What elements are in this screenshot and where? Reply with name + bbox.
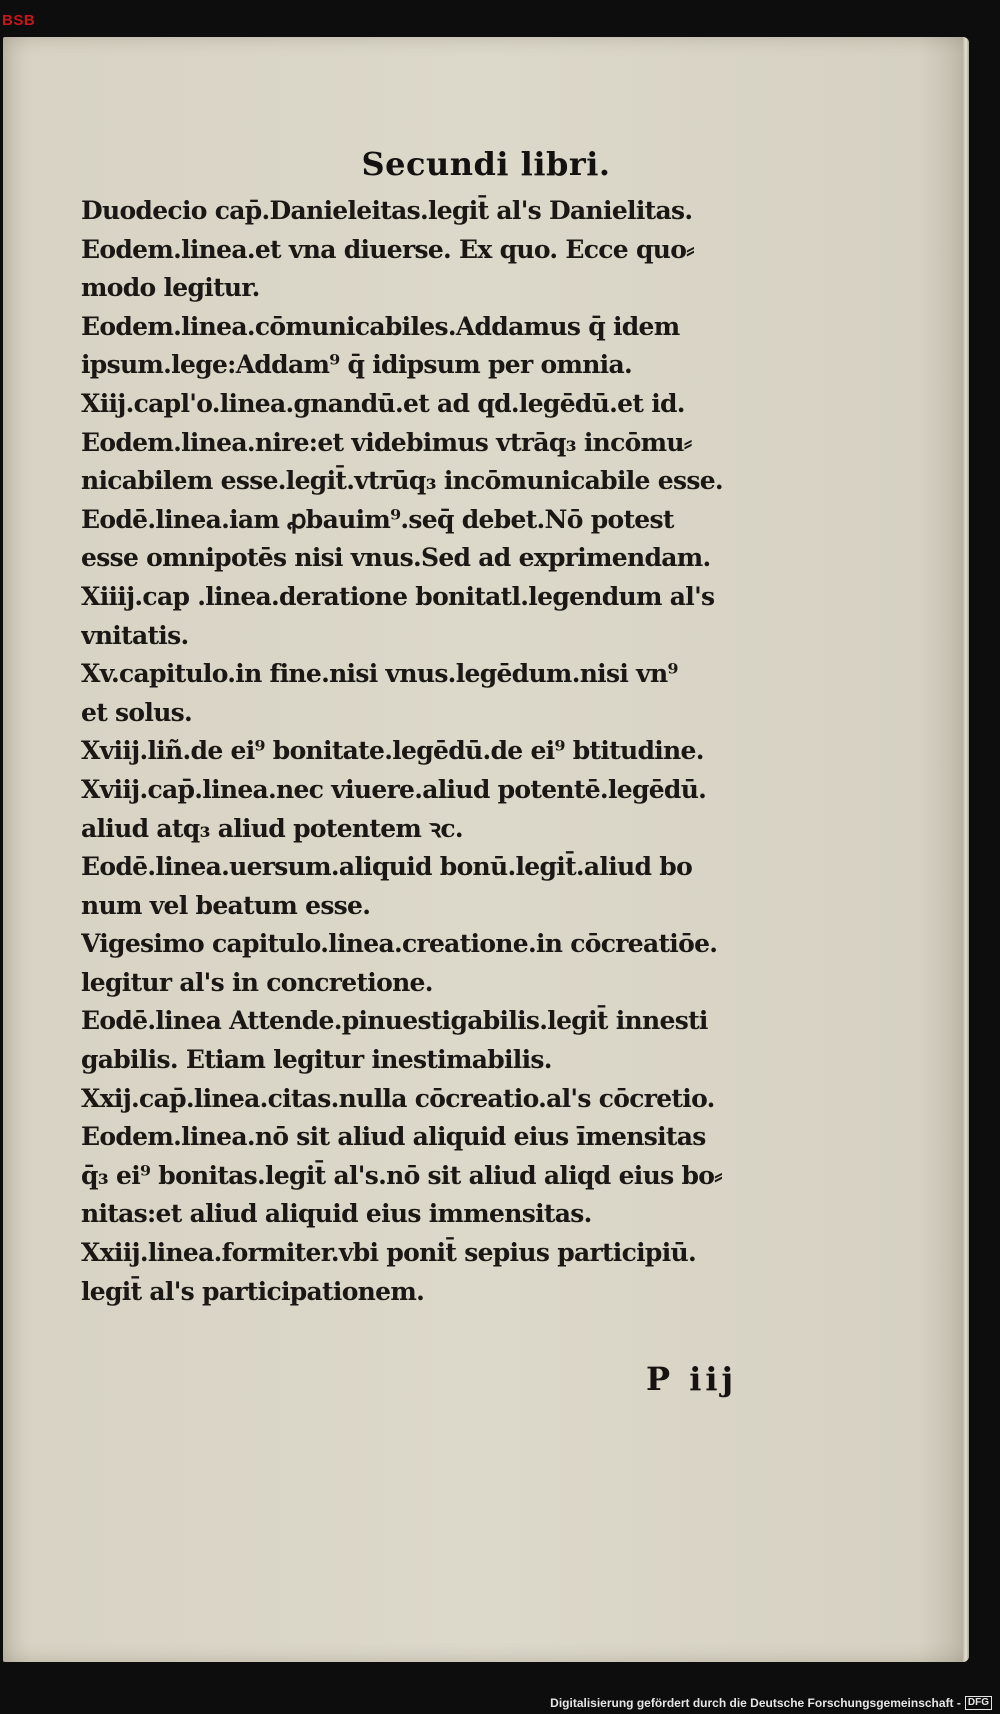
text-line: ipsum.lege:Addam⁹ q̄ idipsum per omnia. xyxy=(81,350,632,380)
text-line: Vigesimo capitulo.linea.creatione.in cōcreatiōe. xyxy=(81,929,718,959)
text-line: esse omnipotēs nisi vnus.Sed ad exprimendam. xyxy=(81,543,711,573)
dfg-logo: DFG xyxy=(965,1696,992,1710)
text-line: Eodē.linea Attende.pinuestigabilis.legit̄ innesti xyxy=(81,1006,708,1036)
text-line: Xxiij.linea.formiter.vbi ponit̄ sepius participiū. xyxy=(81,1238,696,1268)
signature-mark: P iij xyxy=(646,1360,738,1398)
text-line: Xiiij.cap .linea.deratione bonitatl.legendum al's xyxy=(81,581,715,611)
text-line: gabilis. Etiam legitur inestimabilis. xyxy=(81,1045,552,1075)
text-line: Duodecio cap̄.Danieleitas.legit̄ al's Danielitas. xyxy=(81,196,693,225)
book-page xyxy=(3,37,969,1662)
text-line: nicabilem esse.legit̄.vtrūq₃ incōmunicabile esse. xyxy=(81,466,723,496)
text-line: modo legitur. xyxy=(81,273,260,303)
text-line: nitas:et aliud aliquid eius immensitas. xyxy=(81,1199,592,1229)
text-line: Xviij.cap̄.linea.nec viuere.aliud potentē.legēdū. xyxy=(81,774,707,804)
text-line: legit̄ al's participationem. xyxy=(81,1276,425,1306)
text-line: Eodem.linea.cōmunicabiles.Addamus q̄ idem xyxy=(81,311,680,341)
text-line: Eodem.linea.et vna diuerse. Ex quo. Ecce quo⸗ xyxy=(81,234,694,264)
text-line: et solus. xyxy=(81,697,193,727)
text-line: Xviij.liñ.de ei⁹ bonitate.legēdū.de ei⁹ btitudine. xyxy=(81,736,704,766)
text-line: Xiij.capl'o.linea.gnandū.et ad qd.legēdū.et id. xyxy=(81,388,685,418)
digitization-footer xyxy=(550,1696,992,1710)
text-line: Eodē.linea.iam ꝓbauim⁹.seq̄ debet.Nō potest xyxy=(81,504,674,534)
running-head: Secundi libri. xyxy=(361,145,611,183)
bsb-library-logo: BSB xyxy=(2,12,36,29)
text-line: num vel beatum esse. xyxy=(81,890,371,920)
text-line: vnitatis. xyxy=(81,620,189,650)
text-line: Eodem.linea.nire:et videbimus vtrāq₃ incōmu⸗ xyxy=(81,427,692,457)
text-line: Xxij.cap̄.linea.citas.nulla cōcreatio.al's cōcretio. xyxy=(81,1083,715,1113)
text-line: Eodem.linea.nō sit aliud aliquid eius īmensitas xyxy=(81,1122,706,1152)
footer-credit: Digitalisierung gefördert durch die Deutsche Forschungsgemeinschaft - xyxy=(550,1696,961,1710)
text-line: Xv.capitulo.in fine.nisi vnus.legēdum.nisi vn⁹ xyxy=(81,659,678,689)
text-line: Eodē.linea.uersum.aliquid bonū.legit̄.aliud bo xyxy=(81,852,693,882)
page-edge xyxy=(963,37,969,1662)
text-line: aliud atq₃ aliud potentem ꝛc. xyxy=(81,813,463,843)
text-line: legitur al's in concretione. xyxy=(81,967,433,997)
text-block xyxy=(81,192,871,1311)
text-line: q̄₃ ei⁹ bonitas.legit̄ al's.nō sit aliud aliqd eius bo⸗ xyxy=(81,1160,722,1190)
